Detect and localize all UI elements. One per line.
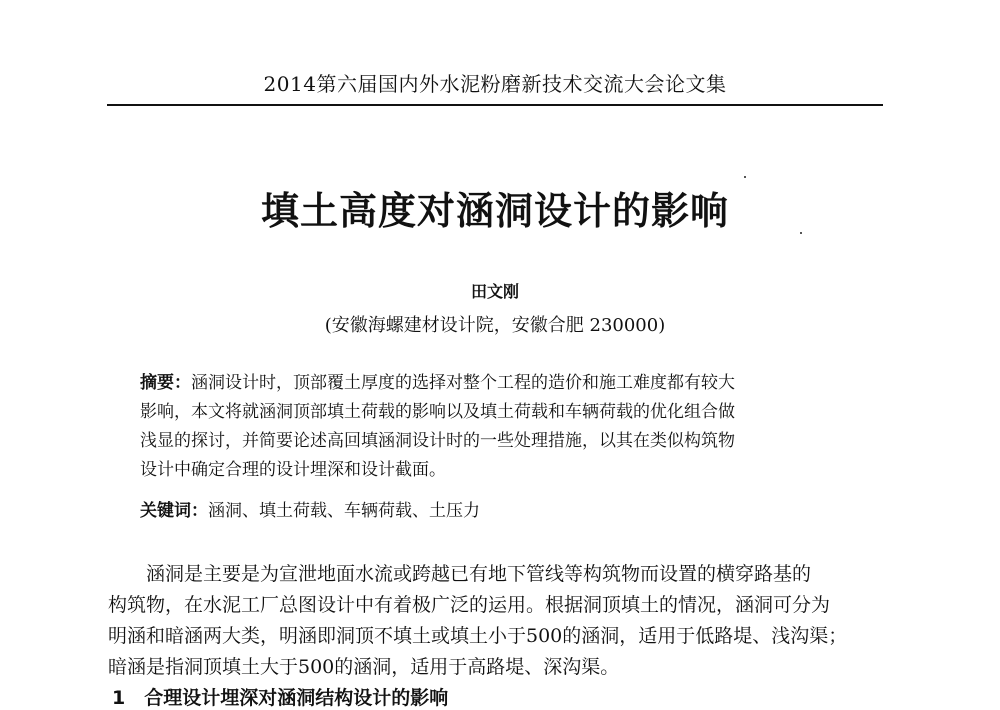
paper-title: 填土高度对涵洞设计的影响 bbox=[260, 189, 729, 233]
running-header: 2014第六届国内外水泥粉磨新技术交流大会论文集 bbox=[263, 72, 727, 96]
body-paragraph bbox=[108, 559, 888, 683]
keywords-block bbox=[140, 498, 870, 524]
abstract-line: 设计中确定合理的设计埋深和设计截面。 bbox=[140, 460, 446, 480]
abstract-line bbox=[140, 369, 870, 398]
abstract-line: 浅显的探讨，并简要论述高回填涵洞设计时的一些处理措施，以其在类似构筑物 bbox=[140, 431, 735, 451]
keywords-label: 关键词： bbox=[140, 501, 208, 521]
scan-speck bbox=[800, 232, 802, 234]
abstract-block bbox=[140, 369, 870, 485]
abstract-label: 摘要： bbox=[140, 373, 191, 393]
scan-speck bbox=[744, 176, 746, 178]
body-line: 暗涵是指洞顶填土大于500的涵洞，适用于高路堤、深沟渠。 bbox=[108, 656, 620, 678]
abstract-line: 影响，本文将就涵洞顶部填土荷载的影响以及填土荷载和车辆荷载的优化组合做 bbox=[140, 402, 735, 422]
abstract-text: 涵洞设计时，顶部覆土厚度的选择对整个工程的造价和施工难度都有较大 bbox=[191, 373, 735, 393]
body-line: 构筑物，在水泥工厂总图设计中有着极广泛的运用。根据洞顶填土的情况，涵洞可分为 bbox=[108, 594, 831, 616]
section-heading: 1 合理设计埋深对涵洞结构设计的影响 bbox=[112, 687, 449, 709]
body-line bbox=[108, 559, 888, 590]
body-line-text: 涵洞是主要是为宣泄地面水流或跨越已有地下管线等构筑物而设置的横穿路基的 bbox=[146, 563, 812, 585]
keywords-text: 涵洞、填土荷载、车辆荷载、土压力 bbox=[208, 501, 480, 521]
author-affiliation: (安徽海螺建材设计院，安徽合肥 230000) bbox=[324, 315, 666, 336]
body-line: 明涵和暗涵两大类，明涵即洞顶不填土或填土小于500的涵洞，适用于低路堤、浅沟渠； bbox=[108, 625, 848, 647]
header-rule bbox=[107, 104, 883, 106]
author-name: 田文刚 bbox=[470, 282, 519, 301]
